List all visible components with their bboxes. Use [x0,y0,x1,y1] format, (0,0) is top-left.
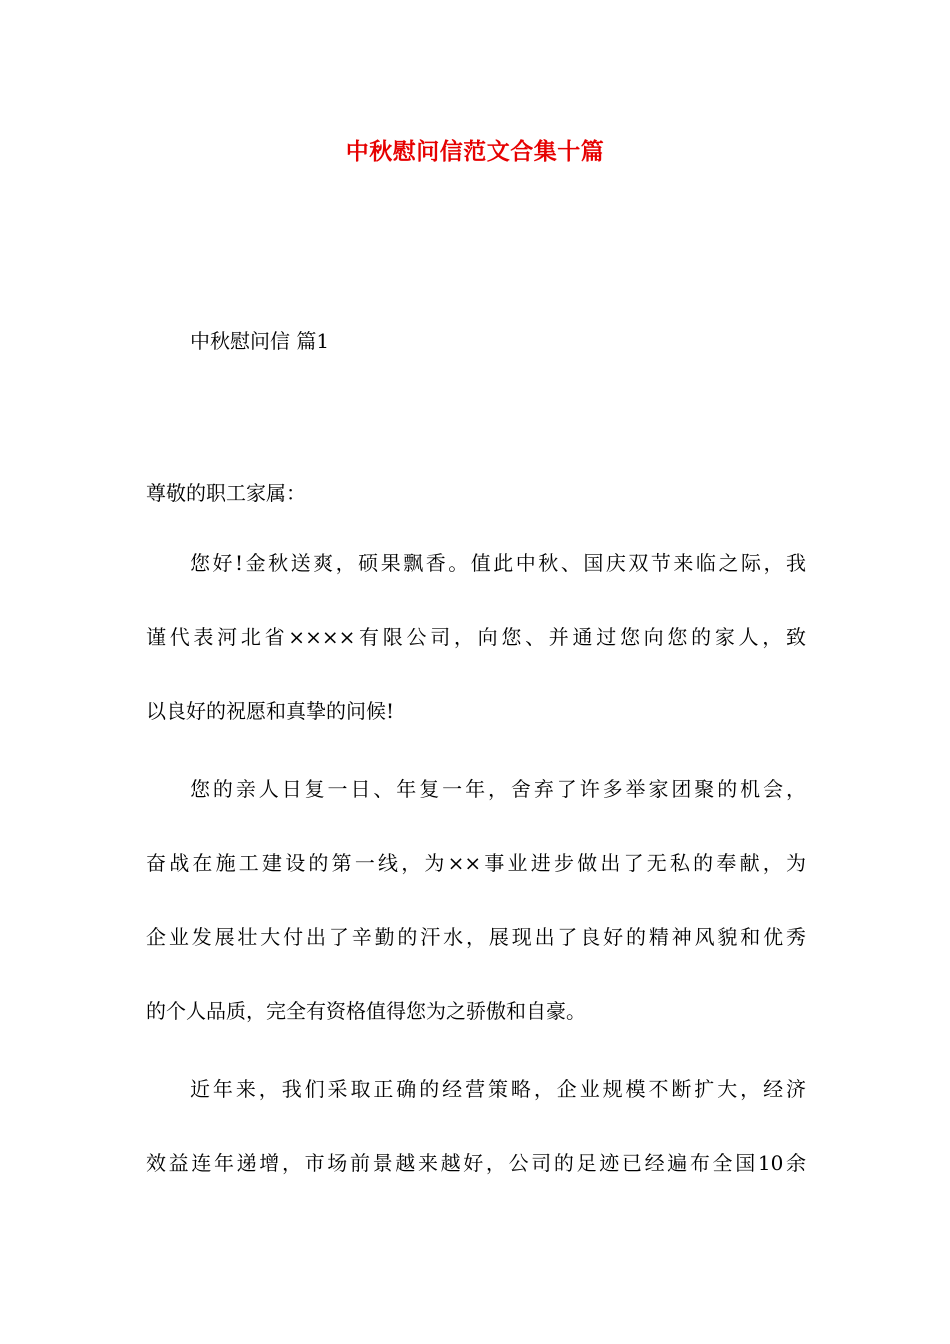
paragraph-3-line-1: 近年来，我们采取正确的经营策略，企业规模不断扩大，经济 [190,1077,806,1101]
paragraph-1-line-1: 您好!金秋送爽，硕果飘香。值此中秋、国庆双节来临之际，我 [190,551,806,575]
paragraph-2-line-3: 企业发展壮大付出了辛勤的汗水，展现出了良好的精神风貌和优秀 [146,925,806,949]
paragraph-2-line-2: 奋战在施工建设的第一线，为××事业进步做出了无私的奉献，为 [146,851,806,875]
salutation: 尊敬的职工家属： [146,481,306,505]
paragraph-1-line-2: 谨代表河北省××××有限公司，向您、并通过您向您的家人，致 [146,625,806,649]
paragraph-2-line-1: 您的亲人日复一日、年复一年，舍弃了许多举家团聚的机会， [190,777,806,801]
section-heading: 中秋慰问信 篇1 [190,329,330,353]
paragraph-3-line-2: 效益连年递增，市场前景越来越好，公司的足迹已经遍布全国10余 [146,1151,806,1175]
paragraph-1-line-3: 以良好的祝愿和真挚的问候! [146,699,395,723]
document-title: 中秋慰问信范文合集十篇 [345,138,605,165]
paragraph-2-line-4: 的个人品质，完全有资格值得您为之骄傲和自豪。 [146,999,586,1023]
